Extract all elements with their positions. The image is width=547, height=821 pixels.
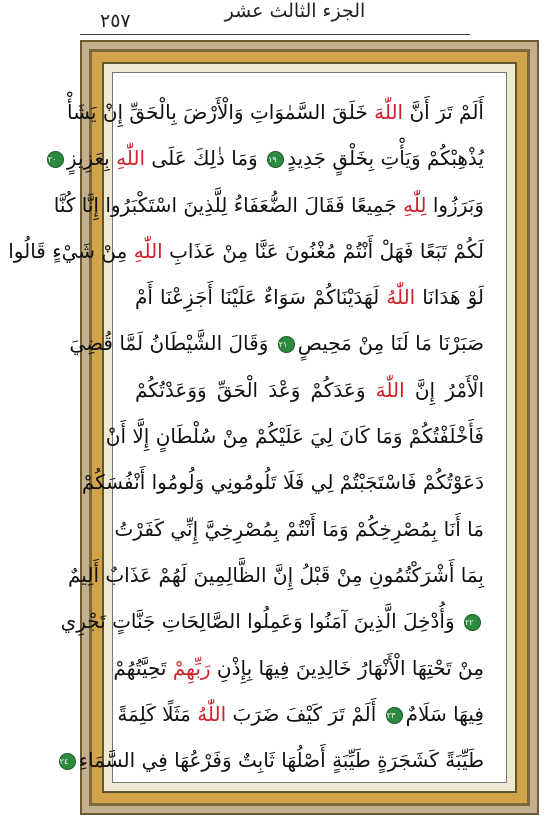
page-frame xyxy=(8,40,539,815)
verse-text: تَحِيَّتُهُمْ xyxy=(113,655,173,680)
verse-block xyxy=(8,89,484,783)
ayah-end-marker: ٢١ xyxy=(278,336,295,353)
verse-text: وَمَا ذٰلِكَ عَلَى xyxy=(145,146,265,171)
ayah-end-marker: ٢٣ xyxy=(386,707,403,724)
verse-text: وَبَرَزُوا xyxy=(426,192,484,217)
page-number: ٢٥٧ xyxy=(100,10,131,32)
verse-text: مِنْ شَيْءٍ قَالُوا xyxy=(8,238,134,263)
ayah-end-marker: ٢٠ xyxy=(47,151,64,168)
verse-text: جَمِيعًا فَقَالَ الضُّعَفَاءُ لِلَّذِينَ اسْتَكْبَرُوا إِنَّا كُنَّا xyxy=(53,192,404,217)
verse-line xyxy=(47,135,484,181)
verse-text: أَلَمْ تَرَ كَيْفَ ضَرَبَ xyxy=(226,701,383,726)
divine-name: اللّٰهُ xyxy=(386,285,416,310)
verse-text: لَكُمْ تَبَعًا فَهَلْ أَنْتُمْ مُغْنُونَ عَنَّا مِنْ عَذَابِ xyxy=(162,238,484,263)
verse-text: خَلَقَ السَّمٰوَاتِ وَالْأَرْضَ بِالْحَقِّ إِنْ يَشَأْ xyxy=(66,100,375,124)
verse-text: أَلَمْ تَرَ أَنَّ xyxy=(403,100,484,124)
ayah-end-marker: ٢٤ xyxy=(59,753,76,770)
verse-line xyxy=(66,89,484,135)
verse-text: مَثَلًا كَلِمَةً xyxy=(117,701,198,726)
ayah-end-marker: ١٩ xyxy=(267,151,284,168)
verse-text: يُذْهِبْكُمْ وَيَأْتِ بِخَلْقٍ جَدِيدٍ xyxy=(287,146,484,171)
verse-line xyxy=(53,182,484,228)
verse-text: وَقَالَ الشَّيْطَانُ لَمَّا قُضِيَ xyxy=(69,331,275,356)
verse-text: بِمَا أَشْرَكْتُمُونِ مِنْ قَبْلُ إِنَّ الظَّالِمِينَ لَهُمْ عَذَابٌ أَلِيمٌ xyxy=(68,562,484,587)
verse-text: طَيِّبَةً كَشَجَرَةٍ طَيِّبَةٍ أَصْلُهَا ثَابِتٌ وَفَرْعُهَا فِي السَّمَاءِ xyxy=(78,748,484,773)
verse-text: فِيهَا سَلَامٌ xyxy=(405,701,484,726)
frame-gold-border xyxy=(8,49,530,806)
text-panel xyxy=(8,72,507,783)
verse-line xyxy=(135,274,484,320)
verse-text: وَعَدَكُمْ وَعْدَ الْحَقِّ وَوَعَدْتُكُمْ xyxy=(135,377,376,402)
frame-inner-border xyxy=(8,62,517,793)
verse-line xyxy=(135,367,484,413)
verse-line xyxy=(105,413,484,459)
verse-line xyxy=(117,691,484,737)
verse-text: دَعَوْتُكُمْ فَاسْتَجَبْتُمْ لِي فَلَا تَلُومُونِي وَلُومُوا أَنْفُسَكُمْ xyxy=(81,470,484,495)
verse-line xyxy=(59,737,484,783)
divine-name: اللّٰهِ xyxy=(116,146,146,171)
verse-line xyxy=(81,459,484,505)
verse-text: لَهَدَيْنَاكُمْ سَوَاءٌ عَلَيْنَا أَجَزِعْنَا أَمْ xyxy=(135,285,387,310)
divine-name: اللّٰهُ xyxy=(197,701,227,726)
verse-text: صَبَرْنَا مَا لَنَا مِنْ مَحِيصٍ xyxy=(297,331,484,356)
divine-name: رَبِّهِمْ xyxy=(172,655,211,680)
verse-line xyxy=(68,552,484,598)
verse-text: بِعَزِيزٍ xyxy=(66,146,117,171)
verse-line xyxy=(113,645,484,691)
divine-name: لِلّٰهِ xyxy=(403,192,427,217)
verse-text: وَأُدْخِلَ الَّذِينَ آمَنُوا وَعَمِلُوا الصَّالِحَاتِ جَنَّاتٍ تَجْرِي xyxy=(60,609,461,634)
verse-line xyxy=(114,506,484,552)
divine-name: اللّٰهَ xyxy=(375,377,405,402)
verse-text: مَا أَنَا بِمُصْرِخِكُمْ وَمَا أَنْتُمْ بِمُصْرِخِيَّ إِنِّي كَفَرْتُ xyxy=(114,516,484,541)
header-divider xyxy=(80,34,470,35)
juz-title: الجزء الثالث عشر xyxy=(224,0,366,22)
verse-text: مِنْ تَحْتِهَا الْأَنْهَارُ خَالِدِينَ فِيهَا بِإِذْنِ xyxy=(210,655,484,680)
verse-line xyxy=(8,228,484,274)
divine-name: اللّٰهَ xyxy=(374,100,404,124)
verse-line xyxy=(69,320,484,366)
verse-text: لَوْ هَدَانَا xyxy=(415,285,484,310)
verse-text: الْأَمْرُ إِنَّ xyxy=(404,377,484,402)
verse-line xyxy=(60,598,484,644)
ayah-end-marker: ٢٢ xyxy=(464,614,481,631)
divine-name: اللّٰهِ xyxy=(133,238,163,263)
verse-text: فَأَخْلَفْتُكُمْ وَمَا كَانَ لِيَ عَلَيْكُمْ مِنْ سُلْطَانٍ إِلَّا أَنْ xyxy=(105,424,484,449)
